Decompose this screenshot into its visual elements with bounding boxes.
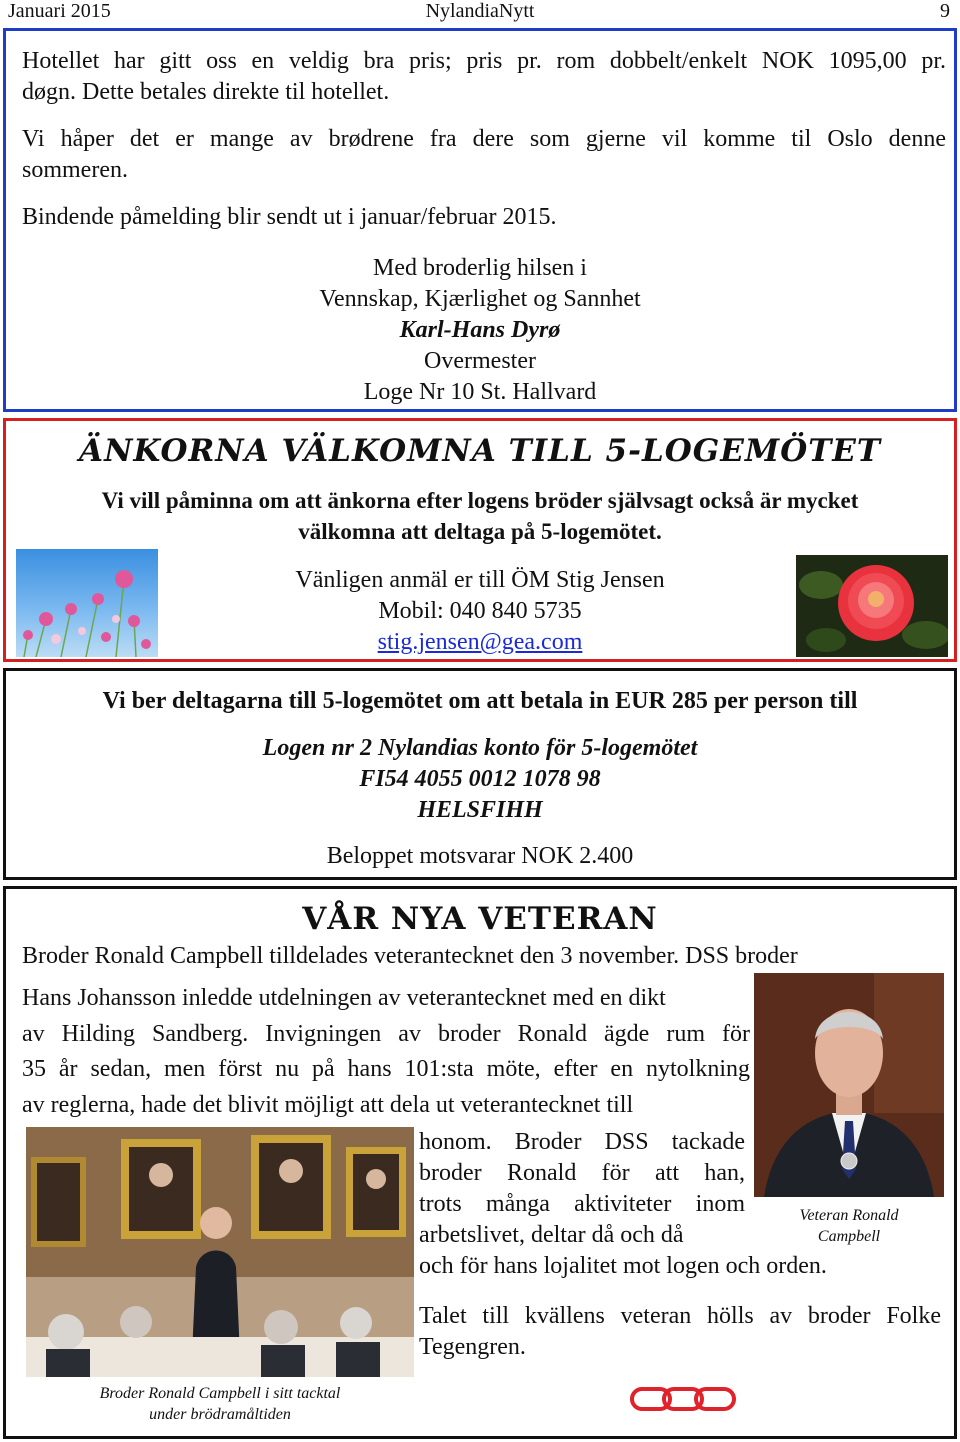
signer-name: Karl-Hans Dyrø (399, 317, 561, 343)
signer-title: Overmester (424, 348, 536, 374)
hope-line-2: sommeren. (22, 157, 128, 183)
veteran-line-1: Broder Ronald Campbell tilldelades veterantecknet den 3 november. DSS broder (22, 943, 798, 969)
veteran-line-3: av Hilding Sandberg. Invigningen av broder Ronald ägde rum för (22, 1020, 750, 1047)
veteran-line-6: honom. Broder DSS tackade (419, 1129, 745, 1155)
veteran-line-2: Hans Johansson inledde utdelningen av veterantecknet med en dikt (22, 985, 666, 1011)
hotel-price-line-2: døgn. Dette betales direkte til hotellet. (22, 79, 390, 105)
widows-heading: ÄNKORNA VÄLKOMNA TILL 5-LOGEMÖTET (79, 433, 881, 469)
red-rose-image (796, 555, 948, 657)
portrait-caption-line-1: Veteran Ronald (799, 1207, 899, 1224)
veteran-portrait-photo (754, 973, 944, 1197)
veteran-line-9: arbetslivet, deltar då och då (419, 1222, 684, 1248)
veteran-line-5: av reglerna, hade det blivit möjligt att dela ut veterantecknet till (22, 1091, 634, 1118)
account-bic: HELSFIHH (417, 797, 543, 823)
issue-date: Januari 2015 (8, 0, 111, 22)
veteran-line-12: Tegengren. (419, 1334, 526, 1360)
cosmos-flowers-image (16, 549, 158, 657)
veteran-heading: VÅR NYA VETERAN (302, 901, 658, 937)
account-name: Logen nr 2 Nylandias konto för 5-logemötet (262, 735, 698, 761)
contact-email-link[interactable]: stig.jensen@gea.com (377, 629, 583, 655)
hope-line-1: Vi håper det er mange av brødrene fra dere som gjerne vil komme til Oslo denne (22, 126, 946, 152)
dinner-caption-line-2: under brödramåltiden (149, 1406, 291, 1423)
portrait-caption-line-2: Campbell (817, 1228, 881, 1245)
veteran-line-8: trots många aktiviteter inom (419, 1191, 745, 1217)
page-number: 9 (940, 0, 950, 22)
hotel-price-line-1: Hotellet har gitt oss en veldig bra pris; pris pr. rom dobbelt/enkelt NOK 1095,00 pr. (22, 48, 946, 74)
dinner-speech-photo (26, 1127, 414, 1377)
registration-note: Bindende påmelding blir sendt ut i januar/februar 2015. (22, 204, 557, 230)
widows-body-line-2: välkomna att deltaga på 5-logemötet. (298, 519, 662, 544)
lodge-name: Loge Nr 10 St. Hallvard (363, 379, 597, 405)
greeting: Med broderlig hilsen i (373, 255, 587, 281)
widows-box (3, 418, 957, 662)
veteran-line-10: och för hans lojalitet mot logen och orden. (419, 1253, 827, 1279)
widows-body-line-1: Vi vill påminna om att änkorna efter logens bröder självsagt också är mycket (101, 488, 859, 513)
contact-line: Vänligen anmäl er till ÖM Stig Jensen (295, 567, 665, 593)
veteran-line-7: broder Ronald för att han, (419, 1160, 745, 1186)
account-iban: FI54 4055 0012 1078 98 (359, 766, 601, 792)
payment-instruction: Vi ber deltagarna till 5-logemötet om att betala in EUR 285 per person till (102, 688, 858, 714)
motto: Vennskap, Kjærlighet og Sannhet (319, 286, 641, 312)
veteran-box (3, 886, 957, 1439)
dinner-caption-line-1: Broder Ronald Campbell i sitt tacktal (99, 1385, 341, 1402)
publication-name: NylandiaNytt (425, 0, 535, 22)
amount-note: Beloppet motsvarar NOK 2.400 (326, 843, 634, 869)
veteran-line-11: Talet till kvällens veteran hölls av broder Folke (419, 1303, 941, 1329)
payment-box (3, 668, 957, 880)
contact-phone: Mobil: 040 840 5735 (378, 598, 582, 624)
chain-links-icon (628, 1383, 738, 1415)
hotel-box (3, 28, 957, 412)
veteran-line-4: 35 år sedan, men först nu på hans 101:sta möte, efter en nytolkning (22, 1056, 750, 1082)
